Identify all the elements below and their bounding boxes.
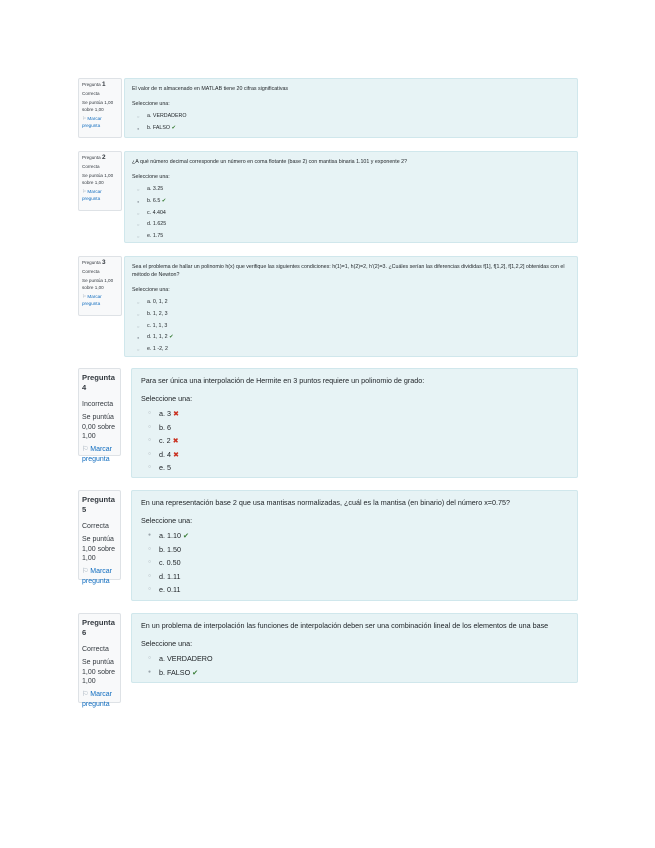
question-text: Para ser única una interpolación de Hermite en 3 puntos requiere un polinomio de grado: xyxy=(141,376,425,385)
radio-icon[interactable]: ○ xyxy=(137,300,140,305)
answer-list xyxy=(141,529,568,597)
answer-option[interactable]: ● d. 1, 1, 2 ✔ xyxy=(132,332,570,344)
answer-option[interactable]: ○ c. 2 ✖ xyxy=(141,434,568,448)
radio-icon[interactable]: ○ xyxy=(148,410,152,416)
radio-icon[interactable]: ○ xyxy=(137,347,140,353)
answer-option[interactable]: ○ a. VERDADERO xyxy=(132,111,570,123)
question-content xyxy=(124,256,578,357)
answer-option[interactable]: ○ d. 1.625 xyxy=(132,219,570,231)
question-state: Correcta xyxy=(82,522,109,530)
answer-option[interactable]: ○ b. 6 xyxy=(141,421,568,435)
incorrect-x-icon: ✖ xyxy=(173,409,180,418)
flag-icon: ⚐ xyxy=(82,568,89,576)
flag-icon: ⚐ xyxy=(82,116,87,122)
radio-selected-icon[interactable]: ● xyxy=(148,532,152,538)
select-prompt: Seleccione una: xyxy=(132,101,170,107)
select-prompt: Seleccione una: xyxy=(132,287,170,293)
radio-icon[interactable]: ○ xyxy=(148,655,152,661)
select-prompt: Seleccione una: xyxy=(132,174,170,180)
question-state: Correcta xyxy=(82,163,100,169)
flag-icon: ⚐ xyxy=(82,691,89,699)
answer-option[interactable]: ○ b. 1.50 xyxy=(141,543,568,557)
radio-icon[interactable]: ○ xyxy=(148,559,152,566)
question-text: El valor de π almacenado en MATLAB tiene 20 cifras significativas xyxy=(132,86,289,92)
answer-list xyxy=(141,652,568,679)
flag-question-link[interactable]: ⚐ Marcar pregunta xyxy=(82,294,102,306)
answer-list xyxy=(132,297,570,356)
radio-icon[interactable]: ○ xyxy=(137,222,140,228)
question-text: Sea el problema de hallar un polinomio h(x) que verifique las siguientes condiciones: h(1)=1, h(2)=2, h'(2)=3. ¿Cuáles serían las diferencias divididas f[1], f[1,2], f[1,2,2] obtenidas con el método de Newton? xyxy=(132,264,565,278)
answer-option[interactable]: ○ a. 0, 1, 2 xyxy=(132,297,570,309)
flag-icon: ⚐ xyxy=(82,446,89,454)
question-number: Pregunta 3 xyxy=(82,259,106,266)
correct-check-icon: ✔ xyxy=(171,124,176,131)
radio-icon[interactable]: ○ xyxy=(137,323,140,329)
question-number: Pregunta 1 xyxy=(82,81,106,88)
question-grade: Se puntúa 1,00 sobre 1,00 xyxy=(82,173,114,185)
answer-option[interactable]: ○ d. 4 ✖ xyxy=(141,448,568,462)
question-state: Correcta xyxy=(82,90,100,96)
question-grade: Se puntúa 1,00 sobre 1,00 xyxy=(82,659,116,686)
select-prompt: Seleccione una: xyxy=(141,516,193,525)
answer-list xyxy=(141,407,568,475)
answer-list xyxy=(132,111,570,135)
question-number: Pregunta 5 xyxy=(82,495,115,515)
question-content xyxy=(124,151,578,243)
question-content xyxy=(131,368,578,478)
question-info xyxy=(78,151,122,211)
radio-selected-icon[interactable]: ● xyxy=(137,198,140,204)
radio-icon[interactable]: ○ xyxy=(148,545,152,552)
question-grade: Se puntúa 1,00 sobre 1,00 xyxy=(82,536,116,563)
answer-option[interactable]: ● b. 6.5 ✔ xyxy=(132,196,570,208)
answer-option[interactable]: ○ c. 1, 1, 3 xyxy=(132,321,570,333)
question-info xyxy=(78,368,121,463)
flag-icon: ⚐ xyxy=(82,294,87,300)
answer-option[interactable]: ○ e. 0.11 xyxy=(141,583,568,597)
radio-selected-icon[interactable]: ● xyxy=(137,335,140,341)
radio-icon[interactable]: ○ xyxy=(137,210,140,216)
question-number: Pregunta 2 xyxy=(82,154,106,161)
question-text: En un problema de interpolación las funciones de interpolación deben ser una combinación lineal de los elementos de una base xyxy=(141,621,549,630)
answer-option[interactable]: ○ e. 5 xyxy=(141,461,568,475)
answer-option[interactable]: ○ e. 1 -2, 2 xyxy=(132,344,570,356)
question-state: Correcta xyxy=(82,645,109,653)
answer-option[interactable]: ○ e. 1.75 xyxy=(132,231,570,243)
select-prompt: Seleccione una: xyxy=(141,639,193,648)
answer-option[interactable]: ○ a. VERDADERO xyxy=(141,652,568,666)
answer-option[interactable]: ○ b. 1, 2, 3 xyxy=(132,309,570,321)
flag-question-link[interactable]: ⚐ Marcar pregunta xyxy=(82,568,113,585)
question-state: Incorrecta xyxy=(82,400,114,408)
radio-icon[interactable]: ○ xyxy=(137,187,140,192)
radio-icon[interactable]: ○ xyxy=(148,464,152,471)
question-grade: Se puntúa 0,00 sobre 1,00 xyxy=(82,414,116,441)
radio-icon[interactable]: ○ xyxy=(137,114,140,119)
question-info xyxy=(78,490,121,585)
question-number: Pregunta 4 xyxy=(82,373,115,393)
question-text: En una representación base 2 que usa mantisas normalizadas, ¿cuál es la mantisa (en binario) del número x=0.75? xyxy=(141,498,510,507)
question-text: ¿A qué número decimal corresponde un número en coma flotante (base 2) con mantisa binaria 1.101 y exponente 2? xyxy=(132,159,408,165)
question-content xyxy=(131,490,578,601)
correct-check-icon: ✔ xyxy=(161,197,167,204)
incorrect-x-icon: ✖ xyxy=(172,436,179,446)
radio-selected-icon[interactable]: ● xyxy=(137,125,140,131)
question-content xyxy=(131,613,578,683)
answer-list xyxy=(132,184,570,243)
answer-option[interactable]: ○ a. 3 ✖ xyxy=(141,407,568,421)
radio-icon[interactable]: ○ xyxy=(148,572,152,579)
question-number: Pregunta 6 xyxy=(82,618,115,638)
question-state: Correcta xyxy=(82,268,100,274)
radio-icon[interactable]: ○ xyxy=(148,586,152,593)
question-grade: Se puntúa 1,00 sobre 1,00 xyxy=(82,278,114,290)
radio-icon[interactable]: ○ xyxy=(137,311,140,317)
question-info xyxy=(78,613,121,708)
flag-question-link[interactable]: ⚐ Marcar pregunta xyxy=(82,446,113,463)
question-info xyxy=(78,256,122,316)
answer-option[interactable]: ○ a. 3.25 xyxy=(132,184,570,196)
answer-option[interactable]: ● b. FALSO ✔ xyxy=(132,123,570,135)
flag-question-link[interactable]: ⚐ Marcar pregunta xyxy=(82,116,102,128)
answer-option[interactable]: ○ c. 0.50 xyxy=(141,556,568,570)
correct-check-icon: ✔ xyxy=(192,667,199,677)
incorrect-x-icon: ✖ xyxy=(173,449,180,459)
answer-option[interactable]: ○ c. 4.404 xyxy=(132,208,570,220)
correct-check-icon: ✔ xyxy=(169,334,174,341)
flag-icon: ⚐ xyxy=(82,189,87,195)
flag-question-link[interactable]: ⚐ Marcar pregunta xyxy=(82,189,102,201)
answer-option[interactable]: ● a. 1.10 ✔ xyxy=(141,529,568,543)
select-prompt: Seleccione una: xyxy=(141,394,193,403)
flag-question-link[interactable]: ⚐ Marcar pregunta xyxy=(82,691,113,708)
answer-option[interactable]: ○ d. 1.11 xyxy=(141,570,568,584)
answer-option[interactable]: ● b. FALSO ✔ xyxy=(141,666,568,680)
question-content xyxy=(124,78,578,138)
question-grade: Se puntúa 1,00 sobre 1,00 xyxy=(82,100,114,112)
correct-check-icon: ✔ xyxy=(183,531,190,540)
radio-icon[interactable]: ○ xyxy=(148,437,152,444)
question-info xyxy=(78,78,122,138)
radio-selected-icon[interactable]: ● xyxy=(148,668,152,675)
radio-icon[interactable]: ○ xyxy=(148,450,152,457)
radio-icon[interactable]: ○ xyxy=(148,423,152,430)
radio-icon[interactable]: ○ xyxy=(137,234,140,240)
